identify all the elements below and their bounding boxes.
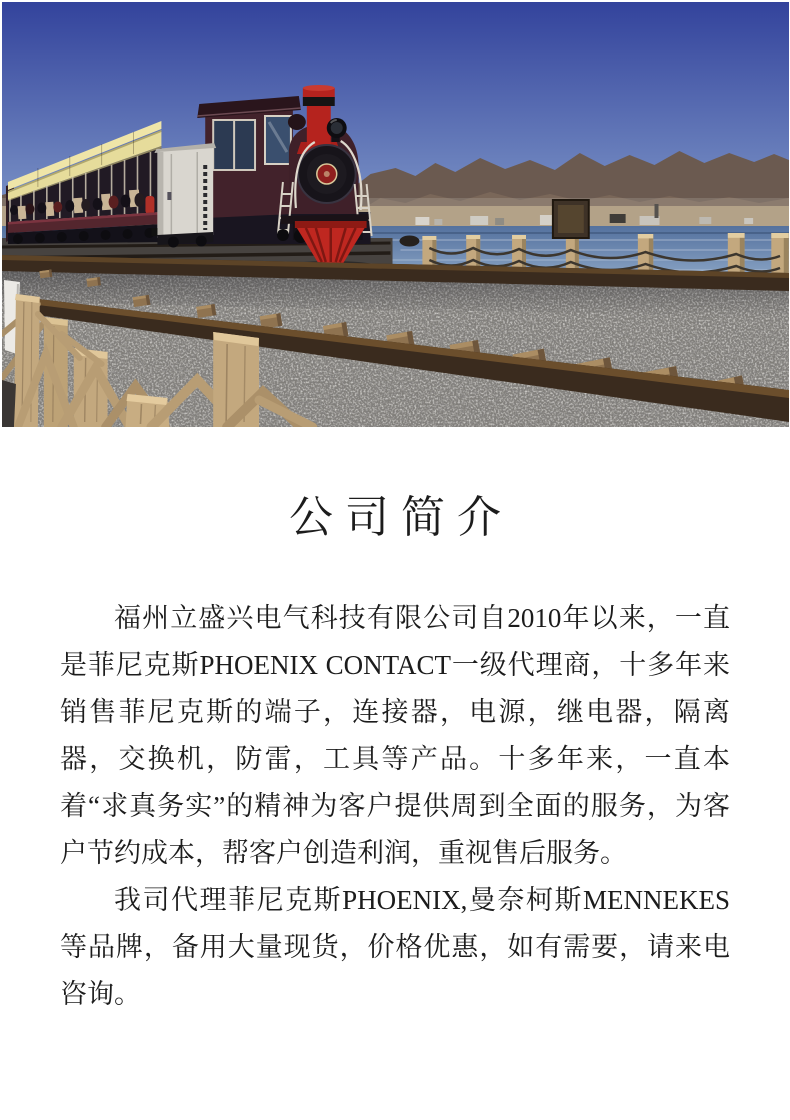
hero-photo-illustration — [2, 2, 789, 427]
company-intro — [0, 595, 790, 1018]
page-title: 公司简介 — [289, 493, 513, 542]
dark-object — [2, 380, 16, 427]
intro-paragraph-2: 我司代理菲尼克斯PHOENIX,曼奈柯斯MENNEKES等品牌，备用大量现货，价格优惠，如有需要，请来电咨询。 — [60, 885, 730, 1009]
generator-car — [151, 143, 216, 248]
hero-photo — [0, 0, 790, 427]
intro-paragraph-1: 福州立盛兴电气科技有限公司自2010年以来，一直是菲尼克斯PHOENIX CONTACT一级代理商，十多年来销售菲尼克斯的端子，连接器，电源，继电器，隔离器，交换机，防雷，工具等产品。十多年来，一直本着“求真务实”的精神为客户提供周到全面的服务，为客户节约成本，帮客户创造利润，重视售后服务。 — [60, 603, 730, 868]
smokebox — [298, 145, 356, 203]
rope-coil — [399, 236, 419, 247]
sand-dome — [288, 114, 306, 130]
